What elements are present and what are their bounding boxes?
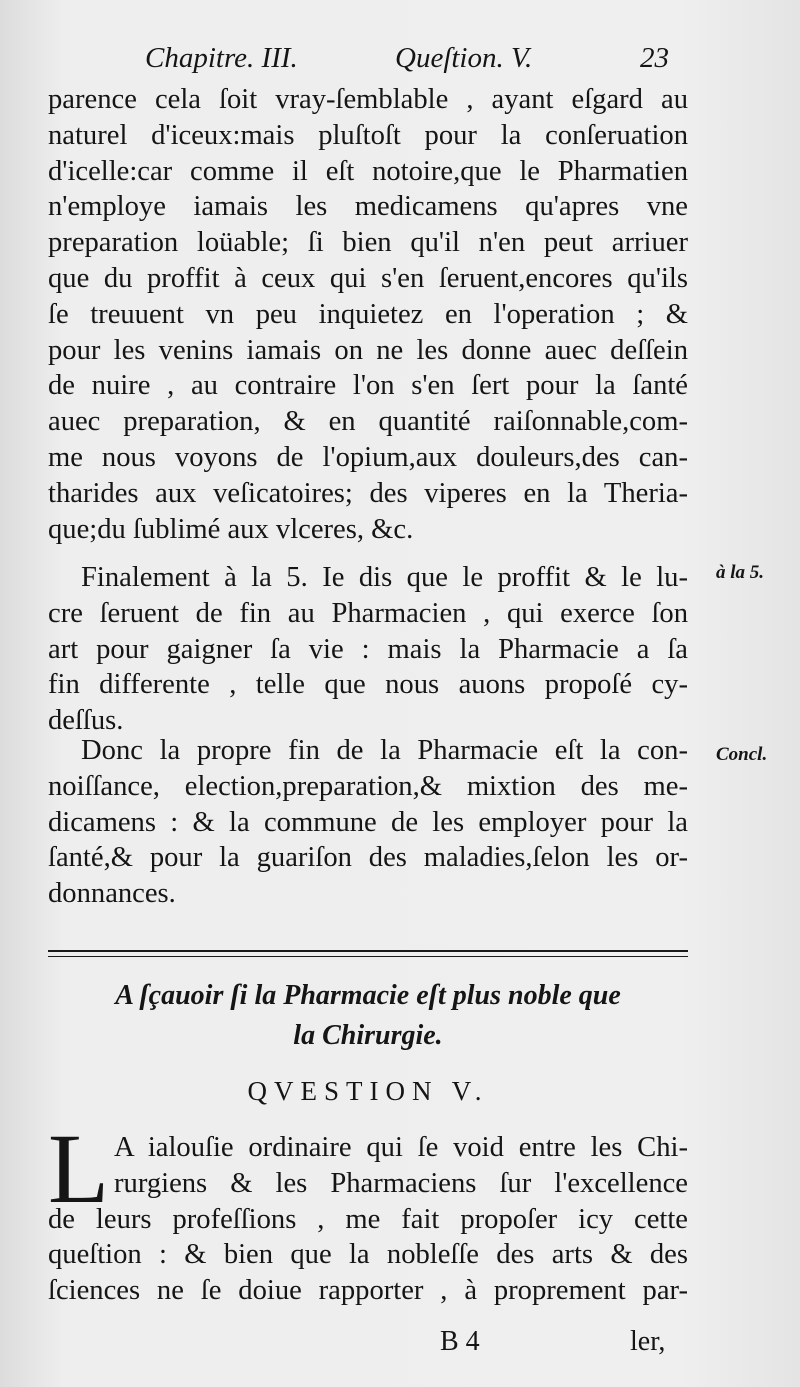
drop-capital: L <box>48 1113 110 1224</box>
text-line: Donc la propre fin de la Pharmacie eſt la con- <box>81 735 688 766</box>
text-line: naturel d'iceux:mais pluſtoſt pour la conſeruation <box>48 119 688 151</box>
page-number: 23 <box>640 42 669 74</box>
paragraph-continuation <box>48 82 688 547</box>
text-line: que du proffit à ceux qui s'en ſeruent,encores qu'ils <box>48 262 688 294</box>
header-question: Queſtion. V. <box>395 42 533 74</box>
text-line: queſtion : & bien que la nobleſſe des arts & des <box>48 1239 688 1271</box>
text-line: parence cela ſoit vray-ſemblable , ayant eſgard au <box>48 84 688 115</box>
margin-note-a-la-5: à la 5. <box>716 562 765 583</box>
text-line: A ialouſie ordinaire qui ſe void entre les Chi- <box>114 1132 688 1163</box>
text-line: cre ſeruent de fin au Pharmacien , qui exerce ſon <box>48 597 688 629</box>
catchword: ler, <box>630 1326 666 1357</box>
text-line: noiſſance, election,preparation,& mixtion des me- <box>48 770 688 802</box>
section-divider-thin <box>48 956 688 957</box>
text-line: ſanté,& pour la guariſon des maladies,ſelon les or- <box>48 842 688 874</box>
text-line: ſciences ne ſe doiue rapporter , à proprement par- <box>48 1275 688 1307</box>
text-line: n'employe iamais les medicamens qu'apres vne <box>48 191 688 223</box>
text-line: fin differente , telle que nous auons propoſé cy- <box>48 669 688 701</box>
text-line: preparation loüable; ſi bien qu'il n'en peut arriuer <box>48 227 688 259</box>
text-line: auec preparation, & en quantité raiſonnable,com- <box>48 406 688 438</box>
text-line: de leurs profeſſions , me fait propoſer icy cette <box>48 1203 688 1235</box>
text-line: ſe treuuent vn peu inquietez en l'operation ; & <box>48 298 688 330</box>
paragraph-finalement <box>48 560 688 739</box>
text-line: deſſus. <box>48 705 124 737</box>
text-line: rurgiens & les Pharmaciens ſur l'excellence <box>114 1167 688 1199</box>
text-line: tharides aux veſicatoires; des viperes en la Theria- <box>48 477 688 509</box>
text-line: que;du ſublimé aux vlceres, &c. <box>48 513 414 545</box>
text-line: art pour gaigner ſa vie : mais la Pharmacie a ſa <box>48 633 688 665</box>
paragraph-question-v <box>48 1113 688 1309</box>
running-header <box>145 42 685 82</box>
paragraph-conclusion <box>48 733 688 912</box>
section-divider <box>48 950 688 952</box>
header-chapter: Chapitre. III. <box>145 42 298 74</box>
text-line: pour les venins iamais on ne les donne auec deſſein <box>48 334 688 366</box>
text-line: me nous voyons de l'opium,aux douleurs,des can- <box>48 441 688 473</box>
text-line: Finalement à la 5. Ie dis que le proffit & le lu- <box>81 562 688 593</box>
text-line: de nuire , au contraire l'on s'en ſert pour la ſanté <box>48 370 688 402</box>
question-heading: QVESTION V. <box>247 1076 489 1106</box>
signature-mark: B 4 <box>440 1326 480 1357</box>
question-title-line-1: A ſçauoir ſi la Pharmacie eſt plus noble que <box>115 980 621 1011</box>
margin-note-concl: Concl. <box>716 744 768 765</box>
question-title-line-2: la Chirurgie. <box>293 1020 443 1051</box>
text-line: dicamens : & la commune de les employer pour la <box>48 806 688 838</box>
text-line: donnances. <box>48 878 176 910</box>
text-line: d'icelle:car comme il eſt notoire,que le Pharmatien <box>48 155 688 187</box>
